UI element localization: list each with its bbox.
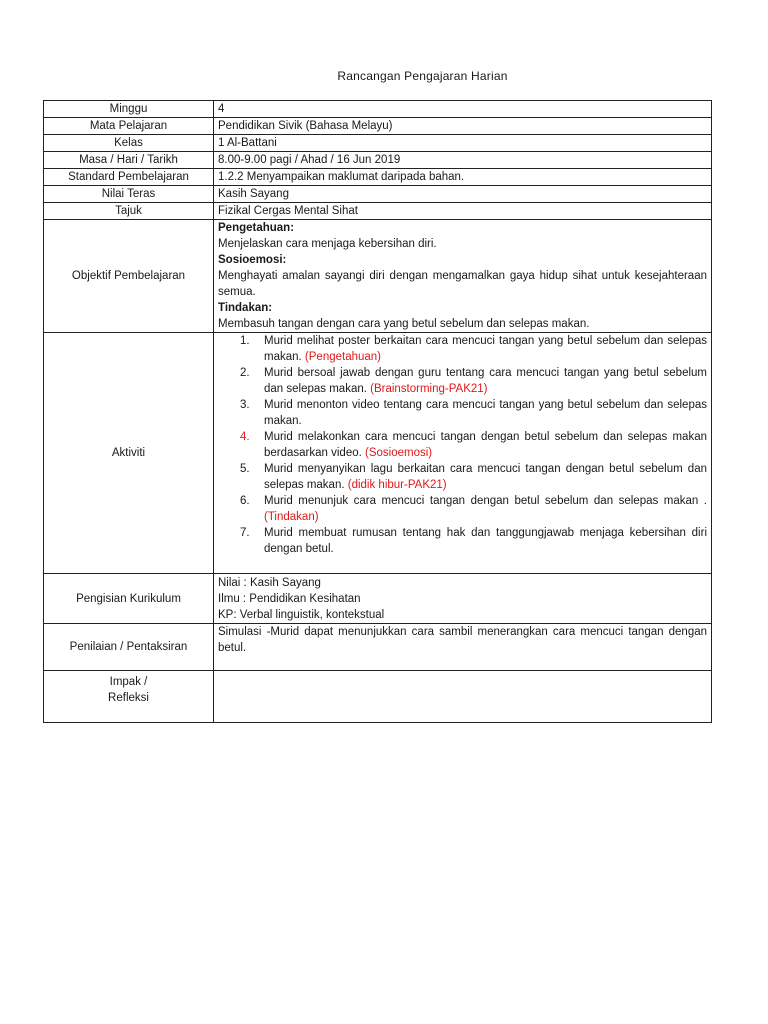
minggu-value: 4 bbox=[214, 101, 712, 118]
impak-label-line1: Impak / bbox=[109, 676, 148, 688]
item-tag: (Pengetahuan) bbox=[304, 351, 382, 363]
item-tag: (didik hibur-PAK21) bbox=[347, 479, 447, 491]
table-row bbox=[44, 152, 712, 169]
list-item bbox=[218, 365, 707, 397]
nilai-teras-value: Kasih Sayang bbox=[214, 186, 712, 203]
list-item bbox=[218, 333, 707, 365]
item-number: 4. bbox=[240, 431, 250, 443]
mata-pelajaran-label: Mata Pelajaran bbox=[44, 118, 214, 135]
tajuk-value: Fizikal Cergas Mental Sihat bbox=[214, 203, 712, 220]
objektif-text-sosioemosi: Menghayati amalan sayangi diri dengan mengamalkan gaya hidup sihat untuk kesejahteraan semua. bbox=[218, 270, 707, 298]
nilai-teras-label: Nilai Teras bbox=[44, 186, 214, 203]
table-row bbox=[44, 574, 712, 624]
item-text: Murid menonton video tentang cara mencuci tangan yang betul sebelum dan selepas makan. bbox=[264, 399, 707, 427]
list-item bbox=[218, 461, 707, 493]
item-tag: (Sosioemosi) bbox=[365, 447, 433, 459]
item-tag: (Tindakan) bbox=[264, 511, 319, 523]
item-number: 2. bbox=[240, 367, 250, 379]
penilaian-label: Penilaian / Pentaksiran bbox=[44, 624, 214, 671]
objektif-text-tindakan: Membasuh tangan dengan cara yang betul sebelum dan selepas makan. bbox=[218, 318, 590, 330]
table-row bbox=[44, 624, 712, 671]
pengisian-kp: KP: Verbal linguistik, kontekstual bbox=[218, 609, 385, 621]
list-item bbox=[218, 493, 707, 525]
table-row bbox=[44, 203, 712, 220]
item-number: 5. bbox=[240, 463, 250, 475]
table-row bbox=[44, 671, 712, 723]
impak-label-line2: Refleksi bbox=[108, 692, 149, 704]
item-tag: (Brainstorming-PAK21) bbox=[370, 383, 488, 395]
item-number: 1. bbox=[240, 335, 250, 347]
pengisian-ilmu: Ilmu : Pendidikan Kesihatan bbox=[218, 593, 361, 605]
tajuk-label: Tajuk bbox=[44, 203, 214, 220]
objektif-heading-tindakan: Tindakan: bbox=[218, 302, 273, 314]
pengisian-nilai: Nilai : Kasih Sayang bbox=[218, 577, 321, 589]
objektif-text-pengetahuan: Menjelaskan cara menjaga kebersihan diri. bbox=[218, 238, 437, 250]
objektif-heading-sosioemosi: Sosioemosi: bbox=[218, 254, 287, 266]
objektif-content bbox=[214, 220, 712, 333]
page-title: Rancangan Pengajaran Harian bbox=[337, 69, 508, 83]
objektif-label: Objektif Pembelajaran bbox=[44, 220, 214, 333]
item-text: Murid membuat rumusan tentang hak dan tanggungjawab menjaga kebersihan diri dengan betul. bbox=[264, 527, 707, 555]
pengisian-label: Pengisian Kurikulum bbox=[44, 574, 214, 624]
lesson-plan-table bbox=[43, 100, 712, 723]
item-text: Murid menunjuk cara mencuci tangan dengan betul sebelum dan selepas makan . bbox=[264, 495, 707, 507]
table-row bbox=[44, 220, 712, 333]
impak-value bbox=[214, 671, 712, 723]
table-row bbox=[44, 101, 712, 118]
item-number: 7. bbox=[240, 527, 250, 539]
standard-value: 1.2.2 Menyampaikan maklumat daripada bahan. bbox=[214, 169, 712, 186]
mata-pelajaran-value: Pendidikan Sivik (Bahasa Melayu) bbox=[214, 118, 712, 135]
penilaian-value: Simulasi -Murid dapat menunjukkan cara sambil menerangkan cara mencuci tangan dengan betul. bbox=[214, 624, 712, 671]
table-row bbox=[44, 135, 712, 152]
item-text: Murid melihat poster berkaitan cara mencuci tangan yang betul sebelum dan selepas makan. bbox=[264, 335, 707, 363]
table-row bbox=[44, 333, 712, 574]
table-row bbox=[44, 118, 712, 135]
minggu-label: Minggu bbox=[44, 101, 214, 118]
impak-label bbox=[44, 671, 214, 723]
pengisian-content bbox=[214, 574, 712, 624]
standard-label: Standard Pembelajaran bbox=[44, 169, 214, 186]
item-text: Murid menyanyikan lagu berkaitan cara mencuci tangan dengan betul sebelum dan selepas makan. bbox=[264, 463, 707, 491]
item-text: Murid bersoal jawab dengan guru tentang cara mencuci tangan yang betul sebelum dan selepas makan. bbox=[264, 367, 707, 395]
aktiviti-list bbox=[218, 333, 707, 557]
aktiviti-label: Aktiviti bbox=[44, 333, 214, 574]
masa-value: 8.00-9.00 pagi / Ahad / 16 Jun 2019 bbox=[214, 152, 712, 169]
item-text: Murid melakonkan cara mencuci tangan dengan betul sebelum dan selepas makan berdasarkan video. bbox=[264, 431, 707, 459]
list-item bbox=[218, 429, 707, 461]
table-row bbox=[44, 186, 712, 203]
objektif-heading-pengetahuan: Pengetahuan: bbox=[218, 222, 295, 234]
list-item bbox=[218, 525, 707, 557]
kelas-value: 1 Al-Battani bbox=[214, 135, 712, 152]
table-row bbox=[44, 169, 712, 186]
list-item bbox=[218, 397, 707, 429]
item-number: 3. bbox=[240, 399, 250, 411]
masa-label: Masa / Hari / Tarikh bbox=[44, 152, 214, 169]
item-number: 6. bbox=[240, 495, 250, 507]
aktiviti-content bbox=[214, 333, 712, 574]
kelas-label: Kelas bbox=[44, 135, 214, 152]
